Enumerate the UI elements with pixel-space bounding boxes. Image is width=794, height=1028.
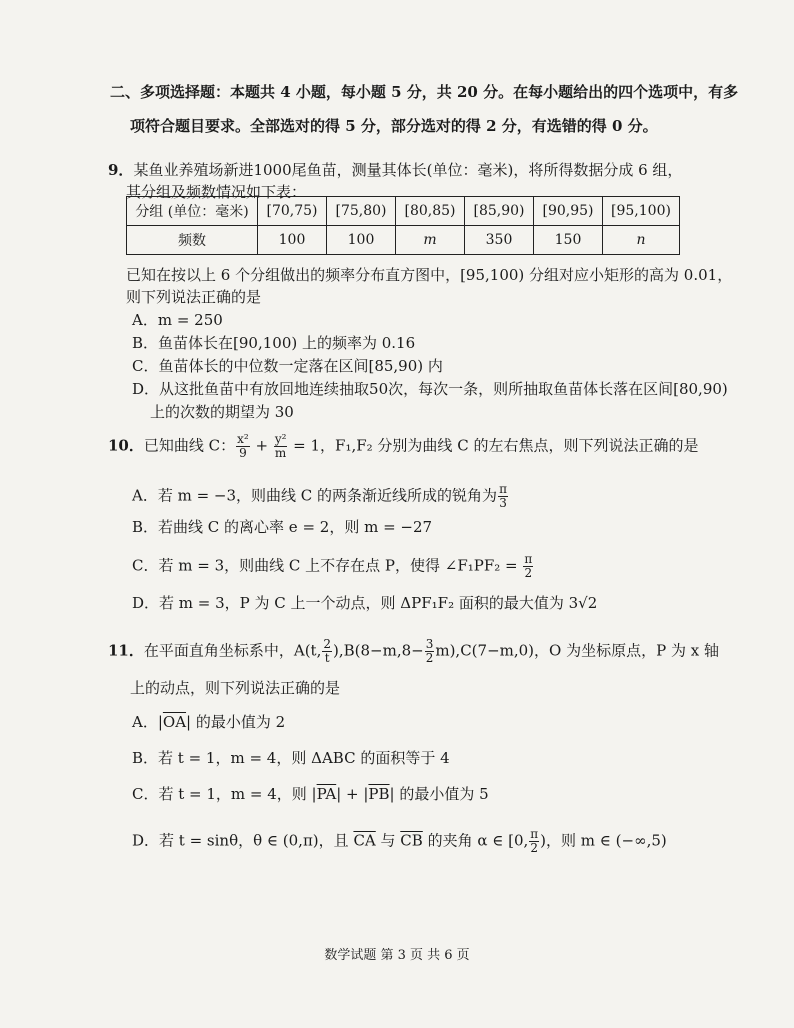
q10-stem-pre: 已知曲线 C：: [143, 436, 236, 455]
table-cell: 150: [534, 226, 603, 255]
q10-option-a-text: A．若 m = −3，则曲线 C 的两条渐近线所成的锐角为: [132, 486, 498, 505]
q9-stem-line2: 其分组及频数情况如下表：: [126, 183, 307, 201]
section-heading-cont: 项符合题目要求。全部选对的得 5 分，部分选对的得 2 分，有选错的得 0 分。: [130, 117, 658, 135]
fraction: [236, 433, 250, 460]
fraction: [274, 433, 288, 460]
q9-option-d: D．从这批鱼苗中有放回地连续抽取50次，每次一条，则所抽取鱼苗体长落在区间[80,90): [132, 380, 728, 398]
fraction-denominator: t: [324, 651, 330, 665]
q9-condition: 已知在按以上 6 个分组做出的频率分布直方图中，[95,100) 分组对应小矩形的高为 0.01，: [126, 266, 733, 284]
table-row: [127, 226, 680, 255]
q9-stem: [108, 160, 682, 180]
q10-stem-post: = 1，F₁,F₂ 分别为曲线 C 的左右焦点，则下列说法正确的是: [288, 436, 699, 455]
q11-option-c-post: | 的最小值为 5: [389, 785, 489, 803]
q11-option-d-post: )，则 m ∈ (−∞,5): [540, 831, 667, 850]
fraction-numerator: 2: [323, 637, 331, 651]
vector-pa: $\overline{PA}$: [316, 785, 337, 803]
q11-option-d-mid: 与: [375, 831, 401, 850]
q9-option-b: B．鱼苗体长在[90,100) 上的频率为 0.16: [132, 334, 416, 352]
table-cell: [85,90): [465, 197, 534, 226]
fraction: [498, 483, 508, 510]
fraction-denominator: 3: [499, 496, 507, 510]
plus-sign: +: [250, 436, 273, 455]
q11-option-c: [132, 784, 489, 804]
fraction-denominator: 2: [524, 566, 533, 580]
fraction-denominator: 2: [530, 841, 539, 855]
q11-stem-c: m),C(7−m,0)，O 为坐标原点，P 为 x 轴: [435, 641, 719, 660]
q11-option-a: [132, 712, 285, 732]
q10-option-c-text: C．若 m = 3，则曲线 C 上不存在点 P，使得 ∠F₁PF₂ =: [132, 556, 523, 575]
q11-option-a-post: | 的最小值为 2: [186, 713, 286, 731]
q11-option-b: B．若 t = 1，m = 4，则 ΔABC 的面积等于 4: [132, 749, 450, 767]
table-cell: [75,80): [327, 197, 396, 226]
q9-stem-line1: 某鱼业养殖场新进1000尾鱼苗，测量其体长(单位：毫米)，将所得数据分成 6 组，: [133, 161, 683, 179]
fraction-denominator: m: [274, 446, 287, 460]
q11-option-d-pre: D．若 t = sinθ，θ ∈ (0,π)，且: [132, 831, 354, 850]
q10-option-d: D．若 m = 3，P 为 C 上一个动点，则 ΔPF₁F₂ 面积的最大值为 3√2: [132, 594, 598, 612]
q11-option-c-mid: | + |: [336, 785, 369, 803]
fraction-denominator: 9: [239, 446, 247, 460]
table-cell: n: [603, 226, 680, 255]
fraction: [523, 553, 533, 580]
fraction: [425, 638, 435, 665]
table-cell: [90,95): [534, 197, 603, 226]
page-footer: 数学试题 第 3 页 共 6 页: [324, 948, 470, 963]
table-cell: [70,75): [258, 197, 327, 226]
fraction-denominator: 2: [425, 651, 434, 665]
table-cell: 频数: [127, 226, 258, 255]
q9-number: 9．: [108, 161, 134, 179]
q9-option-c: C．鱼苗体长的中位数一定落在区间[85,90) 内: [132, 357, 443, 375]
vector-oa: $\overline{OA}$: [162, 713, 187, 731]
vector-cb: $\overline{CB}$: [400, 831, 423, 850]
fraction-numerator: π: [524, 552, 533, 566]
table-cell: [95,100): [603, 197, 680, 226]
q11-number: 11．: [108, 641, 144, 660]
table-cell: 分组 (单位：毫米): [127, 197, 258, 226]
q9-condition-cont: 则下列说法正确的是: [126, 288, 262, 306]
table-cell: 350: [465, 226, 534, 255]
q9-option-a: A．m = 250: [132, 311, 223, 329]
fraction-numerator: 3: [425, 637, 434, 651]
q9-option-d-cont: 上的次数的期望为 30: [150, 403, 294, 421]
fraction: [529, 828, 539, 855]
section-heading: 二、多项选择题：本题共 4 小题，每小题 5 分，共 20 分。在每小题给出的四个选项中，有多: [110, 83, 739, 101]
q10-option-a: [132, 483, 509, 510]
fraction-numerator: y²: [274, 432, 287, 446]
fraction: [322, 638, 332, 665]
q11-option-d: [132, 828, 667, 855]
vector-ca: $\overline{CA}$: [353, 831, 376, 850]
q10-option-b: B．若曲线 C 的离心率 e = 2，则 m = −27: [132, 518, 433, 536]
q10-option-c: [132, 553, 534, 580]
table-cell: 100: [327, 226, 396, 255]
q11-option-a-pre: A．|: [132, 713, 163, 731]
table-cell: [80,85): [396, 197, 465, 226]
q10-stem: [108, 433, 698, 460]
fraction-numerator: π: [499, 482, 507, 496]
q11-stem-a: 在平面直角坐标系中，A(t,: [143, 641, 322, 660]
table-cell: 100: [258, 226, 327, 255]
q11-option-c-pre: C．若 t = 1，m = 4，则 |: [132, 785, 317, 803]
table-row: [127, 197, 680, 226]
table-cell: m: [396, 226, 465, 255]
q10-number: 10．: [108, 436, 144, 455]
q11-stem-line2: 上的动点，则下列说法正确的是: [130, 679, 341, 697]
fraction-numerator: x²: [237, 432, 249, 446]
vector-pb: $\overline{PB}$: [368, 785, 390, 803]
q11-option-d-mid2: 的夹角 α ∈ [0,: [422, 831, 529, 850]
q9-frequency-table: [126, 196, 680, 255]
fraction-numerator: π: [530, 827, 539, 841]
q11-stem: [108, 638, 719, 665]
q11-stem-b: ),B(8−m,8−: [333, 641, 424, 660]
